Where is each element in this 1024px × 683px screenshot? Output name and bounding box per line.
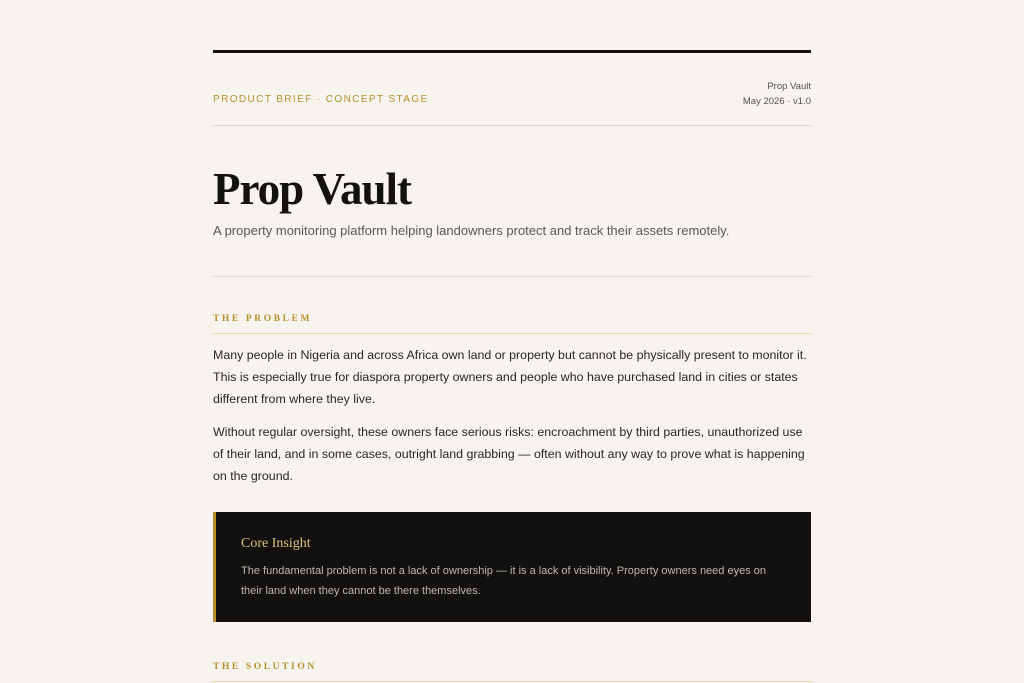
top-rule — [213, 50, 811, 53]
meta-divider — [213, 125, 811, 126]
meta-product-name: Prop Vault — [767, 81, 811, 92]
document-eyebrow: PRODUCT BRIEF · CONCEPT STAGE — [213, 94, 429, 105]
page-subtitle: A property monitoring platform helping landowners protect and track their assets remotely. — [213, 223, 730, 238]
callout-title: Core Insight — [241, 536, 311, 551]
section-label-solution: THE SOLUTION — [213, 662, 317, 672]
meta-row — [213, 76, 811, 110]
meta-date-version: May 2026 · v1.0 — [742, 96, 811, 107]
section-rule-problem — [213, 333, 811, 334]
section-rule-solution — [213, 681, 811, 682]
problem-paragraph-1: Many people in Nigeria and across Africa own land or property but cannot be physically present to monitor it. This is especially true for diaspora property owners and people who have purchased land in cities or states different from where they live. — [213, 348, 807, 406]
document-meta — [743, 79, 811, 109]
page-title: Prop Vault — [213, 164, 411, 214]
callout-body: The fundamental problem is not a lack of ownership — it is a lack of visibility. Property owners need eyes on their land when they cannot be there themselves. — [241, 565, 766, 597]
title-divider — [213, 276, 811, 277]
problem-paragraph-2: Without regular oversight, these owners face serious risks: encroachment by third parties, unauthorized use of their land, and in some cases, outright land grabbing — often without any way to prove what is happening on the ground. — [213, 425, 805, 483]
section-label-problem: THE PROBLEM — [213, 314, 313, 324]
core-insight-callout — [213, 512, 811, 622]
